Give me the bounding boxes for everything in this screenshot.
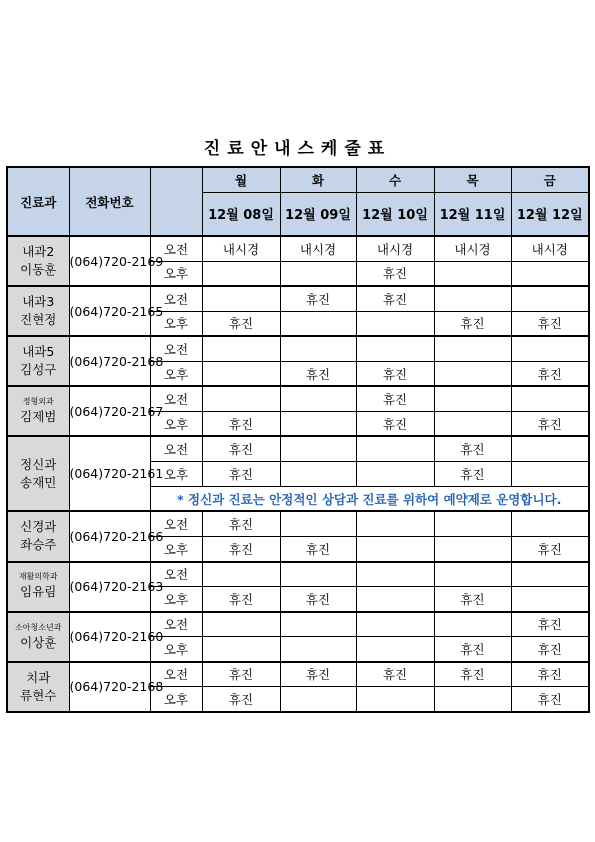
- header-phone: 전화번호: [69, 167, 150, 236]
- reservation-note: * 정신과 진료는 안정적인 상담과 진료를 위하여 예약제로 운영합니다.: [150, 486, 589, 511]
- period-morning: 오전: [150, 336, 202, 361]
- department-name: 내과5: [22, 344, 55, 360]
- schedule-cell: [356, 587, 434, 612]
- department-cell: [7, 336, 69, 386]
- schedule-cell: 휴진: [434, 637, 511, 662]
- schedule-cell: [280, 411, 356, 436]
- schedule-cell: 휴진: [356, 261, 434, 286]
- schedule-cell: [280, 612, 356, 637]
- header-date-tue: 12월 09일: [280, 192, 356, 236]
- schedule-cell: [511, 386, 589, 411]
- schedule-cell: 휴진: [202, 311, 280, 336]
- schedule-cell: 휴진: [356, 662, 434, 687]
- period-morning: 오전: [150, 612, 202, 637]
- schedule-cell: 휴진: [511, 411, 589, 436]
- period-morning: 오전: [150, 662, 202, 687]
- schedule-table: [6, 166, 590, 713]
- schedule-cell: 내시경: [280, 236, 356, 261]
- schedule-cell: [202, 386, 280, 411]
- schedule-cell: 휴진: [202, 511, 280, 536]
- phone-number: (064)720-2161: [69, 436, 150, 511]
- schedule-cell: [434, 386, 511, 411]
- schedule-cell: 휴진: [511, 612, 589, 637]
- department-cell: [7, 511, 69, 561]
- schedule-cell: 휴진: [434, 587, 511, 612]
- schedule-row: [7, 612, 589, 637]
- schedule-cell: [511, 562, 589, 587]
- schedule-cell: 휴진: [202, 662, 280, 687]
- schedule-cell: [434, 687, 511, 712]
- period-afternoon: 오후: [150, 461, 202, 486]
- schedule-cell: 휴진: [202, 587, 280, 612]
- schedule-cell: [202, 286, 280, 311]
- schedule-cell: 휴진: [280, 361, 356, 386]
- phone-number: (064)720-2160: [69, 612, 150, 662]
- department-name: 치과: [26, 669, 51, 685]
- header-day-tue: 화: [280, 167, 356, 192]
- schedule-cell: [280, 261, 356, 286]
- period-afternoon: 오후: [150, 587, 202, 612]
- schedule-cell: [280, 511, 356, 536]
- period-morning: 오전: [150, 436, 202, 461]
- schedule-cell: [356, 612, 434, 637]
- schedule-cell: 휴진: [356, 386, 434, 411]
- department-cell: [7, 612, 69, 662]
- department-name: 재활의학과: [18, 572, 58, 582]
- schedule-row: [7, 336, 589, 361]
- phone-number: (064)720-2168: [69, 336, 150, 386]
- header-date-mon: 12월 08일: [202, 192, 280, 236]
- schedule-cell: [202, 637, 280, 662]
- schedule-cell: [356, 336, 434, 361]
- department-cell: [7, 236, 69, 286]
- schedule-cell: [280, 637, 356, 662]
- doctor-name: 임유림: [20, 584, 57, 600]
- schedule-cell: 휴진: [202, 436, 280, 461]
- schedule-cell: [280, 562, 356, 587]
- schedule-cell: 내시경: [434, 236, 511, 261]
- schedule-cell: [202, 336, 280, 361]
- period-afternoon: 오후: [150, 361, 202, 386]
- doctor-name: 김성구: [20, 362, 57, 378]
- department-cell: [7, 562, 69, 612]
- schedule-cell: 휴진: [280, 587, 356, 612]
- phone-number: (064)720-2168: [69, 662, 150, 712]
- period-afternoon: 오후: [150, 261, 202, 286]
- header-day-wed: 수: [356, 167, 434, 192]
- schedule-cell: 휴진: [511, 687, 589, 712]
- period-afternoon: 오후: [150, 536, 202, 561]
- header-date-thu: 12월 11일: [434, 192, 511, 236]
- period-morning: 오전: [150, 386, 202, 411]
- schedule-cell: [511, 461, 589, 486]
- schedule-cell: 휴진: [280, 286, 356, 311]
- schedule-cell: 휴진: [511, 637, 589, 662]
- doctor-name: 송재민: [20, 474, 57, 490]
- period-afternoon: 오후: [150, 687, 202, 712]
- schedule-cell: [511, 261, 589, 286]
- doctor-name: 이상훈: [20, 634, 57, 650]
- schedule-cell: [434, 511, 511, 536]
- schedule-cell: [434, 261, 511, 286]
- schedule-cell: 휴진: [511, 311, 589, 336]
- header-dept: 진료과: [7, 167, 69, 236]
- department-cell: [7, 662, 69, 712]
- schedule-cell: [280, 386, 356, 411]
- doctor-name: 류현수: [20, 687, 57, 703]
- department-cell: [7, 286, 69, 336]
- schedule-cell: [356, 687, 434, 712]
- schedule-cell: [434, 562, 511, 587]
- schedule-cell: [202, 361, 280, 386]
- department-cell: [7, 386, 69, 436]
- schedule-cell: [511, 286, 589, 311]
- header-blank: [150, 167, 202, 236]
- schedule-cell: 내시경: [202, 236, 280, 261]
- phone-number: (064)720-2167: [69, 386, 150, 436]
- schedule-cell: 휴진: [511, 361, 589, 386]
- schedule-cell: [280, 436, 356, 461]
- header-date-fri: 12월 12일: [511, 192, 589, 236]
- schedule-cell: [511, 436, 589, 461]
- schedule-cell: [356, 311, 434, 336]
- schedule-cell: [356, 637, 434, 662]
- schedule-row: [7, 562, 589, 587]
- schedule-cell: [434, 411, 511, 436]
- schedule-cell: 휴진: [434, 436, 511, 461]
- schedule-cell: 휴진: [511, 536, 589, 561]
- period-morning: 오전: [150, 562, 202, 587]
- schedule-cell: [356, 562, 434, 587]
- schedule-cell: [511, 511, 589, 536]
- doctor-name: 김제범: [20, 409, 57, 425]
- department-name: 정신과: [20, 456, 57, 472]
- schedule-cell: 내시경: [511, 236, 589, 261]
- schedule-row: [7, 236, 589, 261]
- department-name: 소아청소년과: [15, 622, 62, 632]
- department-name: 정형외과: [22, 397, 54, 407]
- schedule-cell: [356, 436, 434, 461]
- phone-number: (064)720-2163: [69, 562, 150, 612]
- schedule-cell: 휴진: [356, 361, 434, 386]
- header-day-thu: 목: [434, 167, 511, 192]
- phone-number: (064)720-2165: [69, 286, 150, 336]
- schedule-cell: [434, 612, 511, 637]
- schedule-cell: [280, 336, 356, 361]
- schedule-cell: 휴진: [356, 286, 434, 311]
- schedule-cell: [356, 536, 434, 561]
- schedule-cell: 휴진: [202, 461, 280, 486]
- schedule-cell: 휴진: [434, 461, 511, 486]
- schedule-cell: 휴진: [434, 662, 511, 687]
- schedule-row: [7, 662, 589, 687]
- department-name: 내과2: [22, 244, 55, 260]
- schedule-cell: [511, 587, 589, 612]
- schedule-cell: 휴진: [202, 536, 280, 561]
- schedule-row: [7, 511, 589, 536]
- period-morning: 오전: [150, 286, 202, 311]
- schedule-cell: [356, 511, 434, 536]
- schedule-cell: 휴진: [202, 687, 280, 712]
- schedule-row: [7, 286, 589, 311]
- doctor-name: 좌승주: [20, 537, 57, 553]
- period-afternoon: 오후: [150, 637, 202, 662]
- schedule-row: [7, 436, 589, 461]
- schedule-cell: [511, 336, 589, 361]
- schedule-row: [7, 386, 589, 411]
- schedule-cell: 휴진: [511, 662, 589, 687]
- schedule-cell: [202, 612, 280, 637]
- schedule-cell: [202, 562, 280, 587]
- schedule-cell: [280, 461, 356, 486]
- period-afternoon: 오후: [150, 411, 202, 436]
- department-cell: [7, 436, 69, 511]
- doctor-name: 진현정: [20, 312, 57, 328]
- schedule-cell: 휴진: [280, 536, 356, 561]
- doctor-name: 이동훈: [20, 262, 57, 278]
- phone-number: (064)720-2169: [69, 236, 150, 286]
- header-day-fri: 금: [511, 167, 589, 192]
- period-morning: 오전: [150, 236, 202, 261]
- schedule-cell: 내시경: [356, 236, 434, 261]
- schedule-cell: [356, 461, 434, 486]
- schedule-cell: [280, 311, 356, 336]
- phone-number: (064)720-2166: [69, 511, 150, 561]
- department-name: 내과3: [22, 294, 55, 310]
- period-morning: 오전: [150, 511, 202, 536]
- schedule-cell: 휴진: [202, 411, 280, 436]
- schedule-cell: [280, 687, 356, 712]
- schedule-cell: 휴진: [356, 411, 434, 436]
- schedule-cell: [434, 336, 511, 361]
- schedule-cell: [202, 261, 280, 286]
- schedule-cell: [434, 286, 511, 311]
- page-title: 진료안내스케줄표: [203, 139, 392, 159]
- schedule-cell: [434, 361, 511, 386]
- schedule-cell: [434, 536, 511, 561]
- schedule-cell: 휴진: [280, 662, 356, 687]
- header-day-mon: 월: [202, 167, 280, 192]
- schedule-cell: 휴진: [434, 311, 511, 336]
- period-afternoon: 오후: [150, 311, 202, 336]
- header-date-wed: 12월 10일: [356, 192, 434, 236]
- department-name: 신경과: [20, 519, 57, 535]
